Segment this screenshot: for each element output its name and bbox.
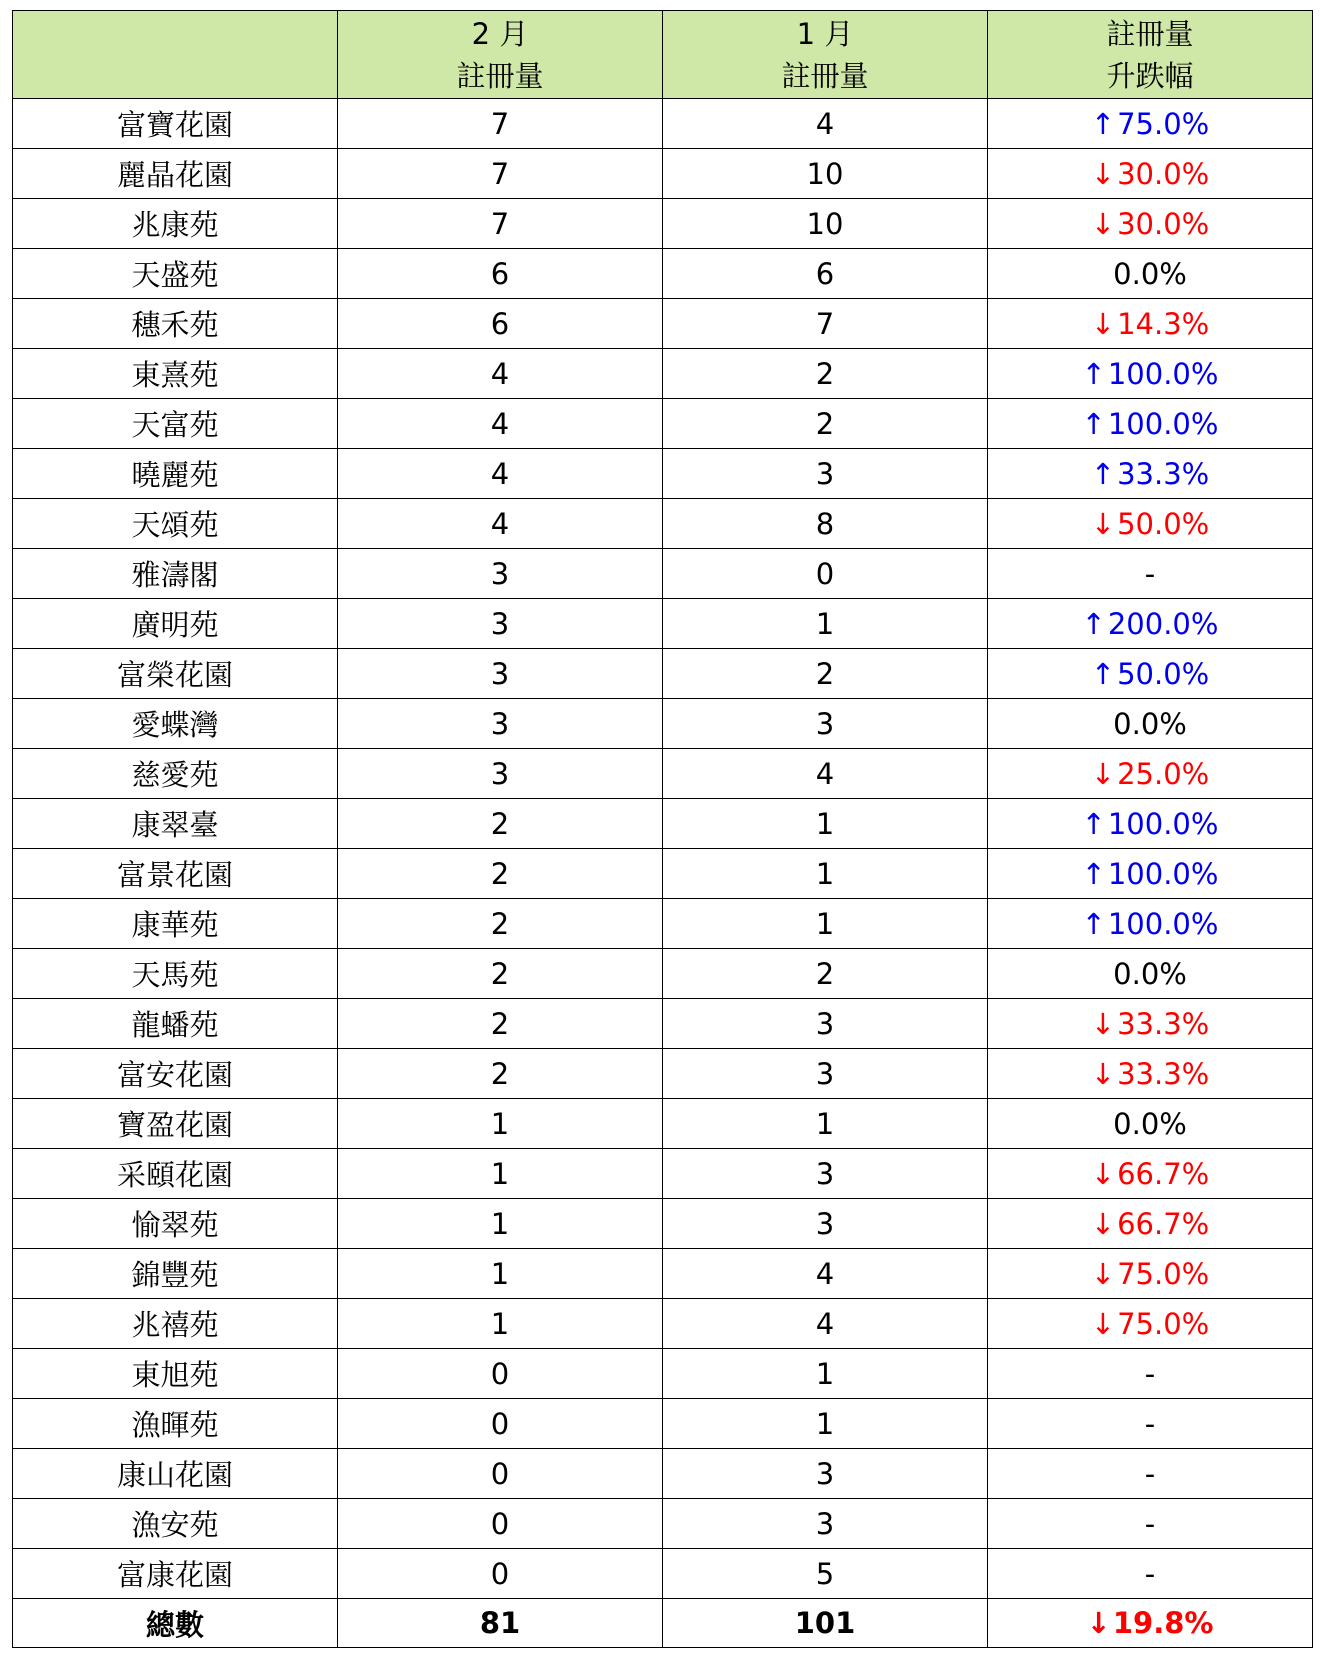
registration-table — [12, 10, 1313, 1648]
jan-registrations-cell: 1 — [663, 599, 988, 649]
table-row — [13, 199, 1313, 249]
table-row — [13, 299, 1313, 349]
change-value: 0.0% — [1113, 1106, 1187, 1141]
feb-registrations-cell: 7 — [338, 199, 663, 249]
change-cell — [988, 1199, 1313, 1249]
estate-name-cell: 兆禧苑 — [13, 1299, 338, 1349]
jan-registrations-cell: 3 — [663, 999, 988, 1049]
estate-name-cell: 雅濤閣 — [13, 549, 338, 599]
feb-registrations-cell: 4 — [338, 449, 663, 499]
arrow-down-icon: ↓ — [1090, 306, 1116, 341]
jan-registrations-cell: 1 — [663, 1099, 988, 1149]
estate-name-cell: 兆康苑 — [13, 199, 338, 249]
table-row — [13, 899, 1313, 949]
jan-registrations-cell: 3 — [663, 1149, 988, 1199]
total-change-value: 19.8% — [1112, 1606, 1214, 1640]
estate-name-cell: 龍蟠苑 — [13, 999, 338, 1049]
change-cell — [988, 1499, 1313, 1549]
arrow-down-icon: ↓ — [1086, 1606, 1111, 1640]
arrow-up-icon: ↑ — [1090, 106, 1116, 141]
change-value: 0.0% — [1113, 706, 1187, 741]
change-cell — [988, 1149, 1313, 1199]
table-row — [13, 1349, 1313, 1399]
feb-registrations-cell: 3 — [338, 599, 663, 649]
change-value: 30.0% — [1117, 156, 1210, 191]
change-cell — [988, 1249, 1313, 1299]
change-value: 100.0% — [1107, 406, 1219, 441]
estate-name-cell: 寶盈花園 — [13, 1099, 338, 1149]
estate-name-cell: 東旭苑 — [13, 1349, 338, 1399]
change-value: 75.0% — [1117, 1256, 1210, 1291]
feb-registrations-cell: 4 — [338, 399, 663, 449]
estate-name-cell: 富景花園 — [13, 849, 338, 899]
arrow-down-icon: ↓ — [1090, 1006, 1116, 1041]
estate-name-cell: 漁安苑 — [13, 1499, 338, 1549]
change-value: - — [1144, 1356, 1156, 1391]
jan-registrations-cell: 0 — [663, 549, 988, 599]
change-cell — [988, 99, 1313, 149]
jan-registrations-cell: 3 — [663, 1499, 988, 1549]
estate-name-cell: 富榮花園 — [13, 649, 338, 699]
change-value: 200.0% — [1107, 606, 1219, 641]
feb-registrations-cell: 2 — [338, 849, 663, 899]
arrow-down-icon: ↓ — [1090, 1256, 1116, 1291]
change-value: 30.0% — [1117, 206, 1210, 241]
table-row — [13, 1049, 1313, 1099]
jan-registrations-cell: 1 — [663, 1399, 988, 1449]
arrow-up-icon: ↑ — [1090, 656, 1116, 691]
feb-registrations-cell: 4 — [338, 499, 663, 549]
header-jan-label: 註冊量 — [781, 58, 869, 93]
estate-name-cell: 富安花園 — [13, 1049, 338, 1099]
estate-name-cell: 采頤花園 — [13, 1149, 338, 1199]
change-cell — [988, 799, 1313, 849]
jan-registrations-cell: 4 — [663, 749, 988, 799]
change-cell — [988, 899, 1313, 949]
jan-registrations-cell: 2 — [663, 349, 988, 399]
estate-name-cell: 康華苑 — [13, 899, 338, 949]
header-feb-label: 註冊量 — [456, 58, 544, 93]
estate-name-cell: 穗禾苑 — [13, 299, 338, 349]
table-row — [13, 649, 1313, 699]
change-cell — [988, 1049, 1313, 1099]
table-row — [13, 749, 1313, 799]
change-value: 50.0% — [1117, 506, 1210, 541]
table-row — [13, 149, 1313, 199]
table-row — [13, 1149, 1313, 1199]
change-cell — [988, 849, 1313, 899]
estate-name-cell: 錦豐苑 — [13, 1249, 338, 1299]
change-cell — [988, 549, 1313, 599]
total-label: 總數 — [13, 1599, 338, 1648]
change-cell — [988, 349, 1313, 399]
change-value: - — [1144, 1506, 1156, 1541]
jan-registrations-cell: 10 — [663, 199, 988, 249]
change-value: 25.0% — [1117, 756, 1210, 791]
feb-registrations-cell: 7 — [338, 99, 663, 149]
arrow-down-icon: ↓ — [1090, 756, 1116, 791]
estate-name-cell: 愛蝶灣 — [13, 699, 338, 749]
change-cell — [988, 499, 1313, 549]
change-value: 50.0% — [1117, 656, 1210, 691]
jan-registrations-cell: 3 — [663, 1049, 988, 1099]
header-change-line1: 註冊量 — [1106, 16, 1194, 51]
total-change — [988, 1599, 1313, 1648]
change-cell — [988, 1399, 1313, 1449]
header-change — [988, 11, 1313, 99]
change-cell — [988, 249, 1313, 299]
feb-registrations-cell: 2 — [338, 899, 663, 949]
change-value: 0.0% — [1113, 256, 1187, 291]
jan-registrations-cell: 4 — [663, 1249, 988, 1299]
header-jan-month: 1 月 — [796, 16, 854, 51]
estate-name-cell: 天頌苑 — [13, 499, 338, 549]
arrow-down-icon: ↓ — [1090, 506, 1116, 541]
total-jan: 101 — [663, 1599, 988, 1648]
table-row — [13, 1399, 1313, 1449]
header-estate-name — [13, 11, 338, 99]
arrow-down-icon: ↓ — [1090, 1306, 1116, 1341]
header-row — [13, 11, 1313, 99]
jan-registrations-cell: 1 — [663, 799, 988, 849]
feb-registrations-cell: 3 — [338, 649, 663, 699]
feb-registrations-cell: 6 — [338, 299, 663, 349]
table-row — [13, 399, 1313, 449]
table-row — [13, 699, 1313, 749]
estate-name-cell: 康山花園 — [13, 1449, 338, 1499]
estate-name-cell: 曉麗苑 — [13, 449, 338, 499]
change-cell — [988, 149, 1313, 199]
estate-name-cell: 廣明苑 — [13, 599, 338, 649]
estate-name-cell: 麗晶花園 — [13, 149, 338, 199]
jan-registrations-cell: 3 — [663, 449, 988, 499]
feb-registrations-cell: 4 — [338, 349, 663, 399]
feb-registrations-cell: 2 — [338, 949, 663, 999]
arrow-up-icon: ↑ — [1081, 406, 1106, 441]
change-value: - — [1144, 556, 1156, 591]
table-row — [13, 1499, 1313, 1549]
change-cell — [988, 999, 1313, 1049]
jan-registrations-cell: 2 — [663, 949, 988, 999]
feb-registrations-cell: 3 — [338, 549, 663, 599]
table-row — [13, 999, 1313, 1049]
feb-registrations-cell: 2 — [338, 999, 663, 1049]
change-cell — [988, 1299, 1313, 1349]
jan-registrations-cell: 7 — [663, 299, 988, 349]
jan-registrations-cell: 8 — [663, 499, 988, 549]
estate-name-cell: 東熹苑 — [13, 349, 338, 399]
jan-registrations-cell: 3 — [663, 1199, 988, 1249]
total-row — [13, 1599, 1313, 1648]
registration-table-sheet — [12, 10, 1312, 1648]
table-row — [13, 99, 1313, 149]
change-value: 66.7% — [1117, 1156, 1210, 1191]
jan-registrations-cell: 2 — [663, 649, 988, 699]
table-row — [13, 499, 1313, 549]
table-header — [13, 11, 1313, 99]
arrow-down-icon: ↓ — [1090, 1156, 1116, 1191]
total-feb: 81 — [338, 1599, 663, 1648]
change-cell — [988, 399, 1313, 449]
change-value: 100.0% — [1107, 806, 1219, 841]
feb-registrations-cell: 0 — [338, 1399, 663, 1449]
feb-registrations-cell: 3 — [338, 749, 663, 799]
feb-registrations-cell: 1 — [338, 1249, 663, 1299]
change-cell — [988, 749, 1313, 799]
change-cell — [988, 1099, 1313, 1149]
change-cell — [988, 649, 1313, 699]
arrow-up-icon: ↑ — [1081, 856, 1106, 891]
estate-name-cell: 漁暉苑 — [13, 1399, 338, 1449]
change-cell — [988, 1449, 1313, 1499]
feb-registrations-cell: 0 — [338, 1349, 663, 1399]
feb-registrations-cell: 0 — [338, 1549, 663, 1599]
estate-name-cell: 富寶花園 — [13, 99, 338, 149]
feb-registrations-cell: 0 — [338, 1499, 663, 1549]
change-value: 33.3% — [1117, 1006, 1210, 1041]
jan-registrations-cell: 5 — [663, 1549, 988, 1599]
change-value: - — [1144, 1456, 1156, 1491]
jan-registrations-cell: 3 — [663, 1449, 988, 1499]
change-value: 100.0% — [1107, 856, 1219, 891]
table-footer — [13, 1599, 1313, 1648]
arrow-up-icon: ↑ — [1081, 906, 1106, 941]
change-cell — [988, 1549, 1313, 1599]
estate-name-cell: 天馬苑 — [13, 949, 338, 999]
header-jan-registrations — [663, 11, 988, 99]
arrow-down-icon: ↓ — [1090, 206, 1116, 241]
jan-registrations-cell: 10 — [663, 149, 988, 199]
feb-registrations-cell: 1 — [338, 1299, 663, 1349]
change-value: 75.0% — [1117, 1306, 1210, 1341]
change-cell — [988, 299, 1313, 349]
change-value: 33.3% — [1117, 456, 1210, 491]
table-row — [13, 1099, 1313, 1149]
table-row — [13, 949, 1313, 999]
feb-registrations-cell: 2 — [338, 799, 663, 849]
table-row — [13, 249, 1313, 299]
table-row — [13, 1199, 1313, 1249]
change-value: 66.7% — [1117, 1206, 1210, 1241]
estate-name-cell: 富康花園 — [13, 1549, 338, 1599]
feb-registrations-cell: 2 — [338, 1049, 663, 1099]
table-row — [13, 549, 1313, 599]
feb-registrations-cell: 1 — [338, 1199, 663, 1249]
jan-registrations-cell: 1 — [663, 849, 988, 899]
jan-registrations-cell: 4 — [663, 99, 988, 149]
table-row — [13, 799, 1313, 849]
estate-name-cell: 天富苑 — [13, 399, 338, 449]
table-row — [13, 349, 1313, 399]
change-value: 0.0% — [1113, 956, 1187, 991]
estate-name-cell: 愉翠苑 — [13, 1199, 338, 1249]
estate-name-cell: 康翠臺 — [13, 799, 338, 849]
table-body — [13, 99, 1313, 1599]
jan-registrations-cell: 4 — [663, 1299, 988, 1349]
change-cell — [988, 599, 1313, 649]
change-value: 100.0% — [1107, 906, 1219, 941]
change-value: 14.3% — [1117, 306, 1210, 341]
arrow-down-icon: ↓ — [1090, 156, 1116, 191]
feb-registrations-cell: 1 — [338, 1099, 663, 1149]
arrow-up-icon: ↑ — [1081, 356, 1106, 391]
jan-registrations-cell: 1 — [663, 1349, 988, 1399]
table-row — [13, 1549, 1313, 1599]
estate-name-cell: 天盛苑 — [13, 249, 338, 299]
arrow-up-icon: ↑ — [1081, 606, 1106, 641]
feb-registrations-cell: 6 — [338, 249, 663, 299]
arrow-down-icon: ↓ — [1090, 1056, 1116, 1091]
change-value: - — [1144, 1406, 1156, 1441]
change-value: - — [1144, 1556, 1156, 1591]
change-cell — [988, 449, 1313, 499]
change-value: 100.0% — [1107, 356, 1219, 391]
table-row — [13, 849, 1313, 899]
table-row — [13, 1249, 1313, 1299]
change-cell — [988, 1349, 1313, 1399]
jan-registrations-cell: 6 — [663, 249, 988, 299]
header-feb-registrations — [338, 11, 663, 99]
jan-registrations-cell: 2 — [663, 399, 988, 449]
change-cell — [988, 699, 1313, 749]
arrow-down-icon: ↓ — [1090, 1206, 1116, 1241]
arrow-up-icon: ↑ — [1090, 456, 1116, 491]
change-cell — [988, 949, 1313, 999]
header-change-line2: 升跌幅 — [1106, 58, 1194, 93]
jan-registrations-cell: 3 — [663, 699, 988, 749]
table-row — [13, 1299, 1313, 1349]
change-cell — [988, 199, 1313, 249]
change-value: 33.3% — [1117, 1056, 1210, 1091]
feb-registrations-cell: 0 — [338, 1449, 663, 1499]
table-row — [13, 1449, 1313, 1499]
table-row — [13, 449, 1313, 499]
feb-registrations-cell: 1 — [338, 1149, 663, 1199]
jan-registrations-cell: 1 — [663, 899, 988, 949]
arrow-up-icon: ↑ — [1081, 806, 1106, 841]
estate-name-cell: 慈愛苑 — [13, 749, 338, 799]
header-feb-month: 2 月 — [471, 16, 529, 51]
feb-registrations-cell: 7 — [338, 149, 663, 199]
feb-registrations-cell: 3 — [338, 699, 663, 749]
table-row — [13, 599, 1313, 649]
change-value: 75.0% — [1117, 106, 1210, 141]
